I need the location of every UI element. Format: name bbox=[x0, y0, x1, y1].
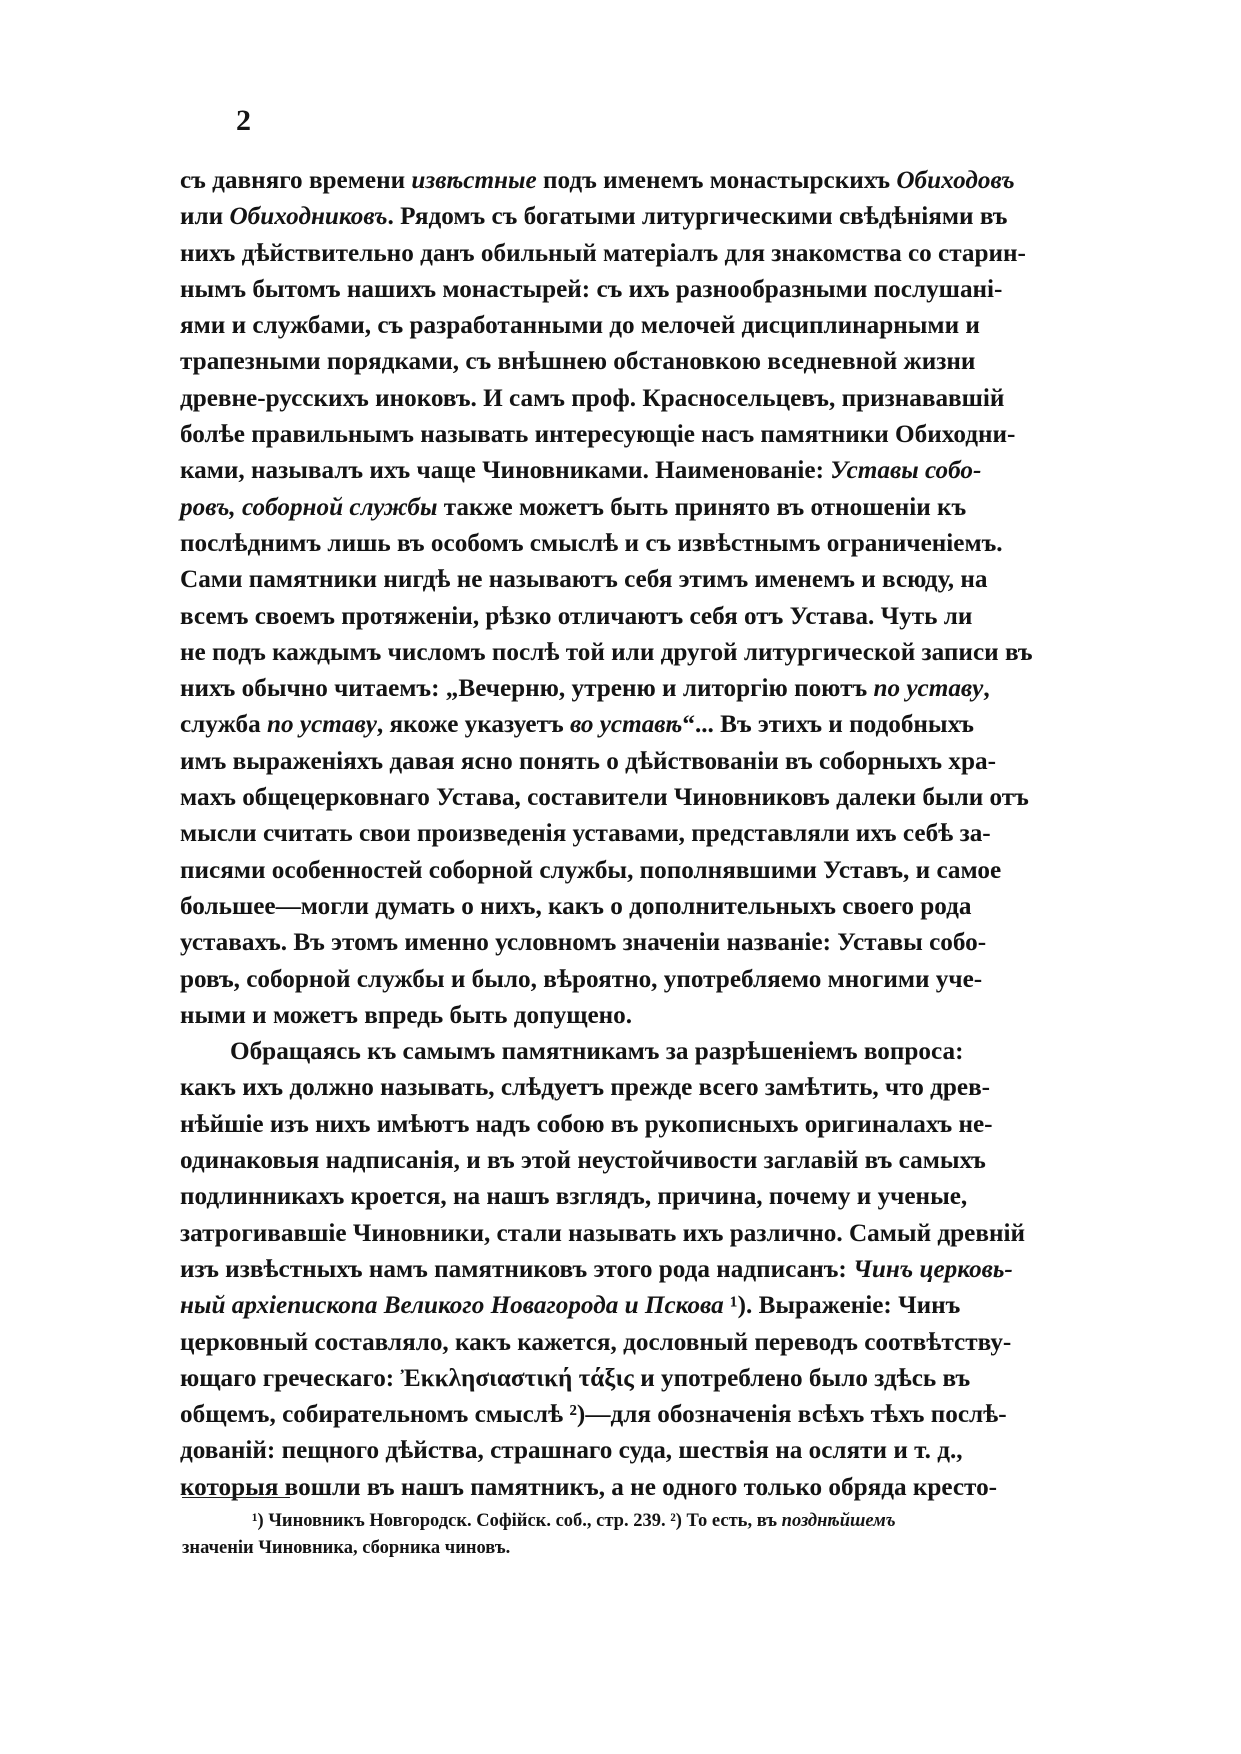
italic-text: Обиходниковъ bbox=[229, 203, 388, 231]
italic-text: во уставѣ bbox=[569, 711, 683, 739]
text-segment: большее—могли думать о нихъ, какъ о дополнительныхъ своего рода bbox=[180, 892, 972, 920]
text-segment: имъ выраженіяхъ давая ясно понять о дѣйствованіи въ соборныхъ хра- bbox=[180, 747, 996, 775]
text-line bbox=[180, 1179, 1058, 1215]
italic-text: по уставу bbox=[873, 675, 984, 703]
text-line bbox=[180, 163, 1058, 199]
text-line bbox=[180, 199, 1058, 235]
text-line bbox=[180, 925, 1058, 961]
text-line bbox=[180, 1470, 1058, 1506]
text-line bbox=[180, 1433, 1058, 1469]
text-segment: ющаго греческаго: Ἐκκλησιαστική τάξις и употреблено было здѣсь въ bbox=[180, 1364, 971, 1392]
text-line bbox=[180, 1397, 1058, 1433]
text-segment: послѣднимъ лишь въ особомъ смыслѣ и съ извѣстнымъ ограниченіемъ. bbox=[180, 529, 1003, 557]
footnote-line bbox=[182, 1535, 1060, 1562]
italic-text: ный архіепископа Великого Новагорода и Пскова bbox=[180, 1292, 724, 1320]
text-segment: или bbox=[180, 203, 230, 231]
text-line bbox=[180, 272, 1058, 308]
text-segment: уставахъ. Въ этомъ именно условномъ значеніи названіе: Уставы собо- bbox=[180, 929, 987, 957]
text-segment: ¹). Выраженіе: Чинъ bbox=[723, 1292, 961, 1320]
text-line bbox=[180, 889, 1058, 925]
text-segment: писями особенностей соборной службы, пополнявшими Уставъ, и самое bbox=[180, 856, 1002, 884]
text-line bbox=[180, 417, 1058, 453]
text-segment: не подъ каждымъ числомъ послѣ той или другой литургической записи въ bbox=[180, 638, 1033, 666]
text-line bbox=[180, 599, 1058, 635]
text-line bbox=[180, 780, 1058, 816]
text-line bbox=[180, 453, 1058, 489]
text-segment: болѣе правильнымъ называть интересующіе насъ памятники Обиходни- bbox=[180, 421, 1016, 449]
text-line bbox=[180, 562, 1058, 598]
page-number: 2 bbox=[236, 104, 251, 137]
text-segment: общемъ, собирательномъ смыслѣ ²)—для обозначенія всѣхъ тѣхъ послѣ- bbox=[180, 1401, 1007, 1429]
text-line bbox=[180, 671, 1058, 707]
text-line bbox=[180, 1361, 1058, 1397]
text-line bbox=[180, 998, 1058, 1034]
text-segment: трапезными порядками, съ внѣшнею обстановкою вседневной жизни bbox=[180, 348, 976, 376]
italic-text: позднѣйшемъ bbox=[781, 1511, 896, 1531]
text-segment: церковный составляло, какъ кажется, дословный переводъ соотвѣтству- bbox=[180, 1328, 1012, 1356]
text-segment: махъ общецерковнаго Устава, составители Чиновниковъ далеки были отъ bbox=[180, 784, 1029, 812]
text-segment: ¹) Чиновникъ Новгородск. Софійск. соб., стр. 239. ²) То есть, въ bbox=[252, 1511, 782, 1531]
text-segment: Обращаясь къ самымъ памятникамъ за разрѣшеніемъ вопроса: bbox=[230, 1038, 964, 1066]
text-segment: ями и службами, съ разработанными до мелочей дисциплинарными и bbox=[180, 312, 980, 340]
body-text bbox=[180, 163, 1058, 1506]
text-segment: , bbox=[983, 675, 990, 703]
text-segment: мысли считать свои произведенія уставами, представляли ихъ себѣ за- bbox=[180, 820, 991, 848]
text-segment: , якоже указуетъ bbox=[376, 711, 570, 739]
text-segment: также можетъ быть принято въ отношеніи къ bbox=[437, 493, 967, 521]
text-segment: нѣйшіе изъ нихъ имѣютъ надъ собою въ рукописныхъ оригиналахъ не- bbox=[180, 1110, 993, 1138]
text-segment: значеніи Чиновника, сборника чиновъ. bbox=[182, 1538, 511, 1558]
text-segment: всемъ своемъ протяженіи, рѣзко отличаютъ себя отъ Устава. Чуть ли bbox=[180, 602, 973, 630]
text-line bbox=[180, 344, 1058, 380]
text-segment: ровъ, соборной службы и было, вѣроятно, употребляемо многими уче- bbox=[180, 965, 983, 993]
text-line bbox=[180, 490, 1058, 526]
text-line bbox=[180, 1252, 1058, 1288]
text-line bbox=[180, 1070, 1058, 1106]
text-line bbox=[180, 962, 1058, 998]
text-line bbox=[180, 526, 1058, 562]
text-segment: подъ именемъ монастырскихъ bbox=[536, 167, 897, 194]
text-segment: изъ извѣстныхъ намъ памятниковъ этого рода надписанъ: bbox=[180, 1255, 854, 1283]
text-segment: которыя вошли въ нашъ памятникъ, а не одного только обряда кресто- bbox=[180, 1473, 998, 1501]
text-segment: съ давняго времени bbox=[180, 167, 412, 194]
text-segment: затрогивавшіе Чиновники, стали называть ихъ различно. Самый древній bbox=[180, 1219, 1025, 1247]
text-segment: Сами памятники нигдѣ не называютъ себя этимъ именемъ и всюду, на bbox=[180, 566, 988, 594]
text-line bbox=[180, 381, 1058, 417]
italic-text: по уставу bbox=[267, 711, 377, 739]
text-segment: нихъ дѣйствительно данъ обильный матеріалъ для знакомства со старин- bbox=[180, 239, 1026, 267]
text-segment: нихъ обычно читаемъ: „Вечерню, утреню и литоргію поютъ bbox=[180, 675, 874, 703]
text-line bbox=[180, 236, 1058, 272]
text-line bbox=[180, 744, 1058, 780]
text-line bbox=[180, 1288, 1058, 1324]
text-segment: ными и можетъ впредь быть допущено. bbox=[180, 1001, 633, 1029]
text-line bbox=[180, 308, 1058, 344]
italic-text: Обиходовъ bbox=[896, 167, 1015, 194]
text-line bbox=[180, 1107, 1058, 1143]
text-line bbox=[180, 1216, 1058, 1252]
footnote-line bbox=[182, 1508, 1060, 1535]
text-line bbox=[180, 1034, 1058, 1070]
italic-text: извѣстные bbox=[411, 167, 537, 194]
text-segment: служба bbox=[180, 711, 267, 739]
italic-text: Уставы собо- bbox=[830, 457, 982, 485]
text-segment: нымъ бытомъ нашихъ монастырей: съ ихъ разнообразными послушані- bbox=[180, 275, 1003, 303]
text-line bbox=[180, 707, 1058, 743]
text-line bbox=[180, 1143, 1058, 1179]
text-line bbox=[180, 1325, 1058, 1361]
text-segment: одинаковыя надписанія, и въ этой неустойчивости заглавій въ самыхъ bbox=[180, 1147, 986, 1175]
text-line bbox=[180, 853, 1058, 889]
text-line bbox=[180, 635, 1058, 671]
text-segment: какъ ихъ должно называть, слѣдуетъ прежде всего замѣтить, что древ- bbox=[180, 1074, 991, 1102]
text-segment: “... Въ этихъ и подобныхъ bbox=[682, 711, 974, 739]
footnote-rule bbox=[182, 1497, 290, 1498]
footnotes bbox=[182, 1508, 1060, 1562]
text-segment: дованій: пещного дѣйства, страшнаго суда, шествія на осляти и т. д., bbox=[180, 1437, 963, 1465]
text-segment: подлинникахъ кроется, на нашъ взглядъ, причина, почему и ученые, bbox=[180, 1183, 968, 1211]
italic-text: ровъ, соборной службы bbox=[180, 493, 438, 521]
text-segment: . Рядомъ съ богатыми литургическими свѣдѣніями въ bbox=[387, 203, 1008, 231]
text-segment: древне-русскихъ иноковъ. И самъ проф. Красносельцевъ, признававшій bbox=[180, 384, 1005, 412]
italic-text: Чинъ церковь- bbox=[853, 1255, 1013, 1283]
text-segment: ками, называлъ ихъ чаще Чиновниками. Наименованіе: bbox=[180, 457, 831, 485]
text-line bbox=[180, 816, 1058, 852]
